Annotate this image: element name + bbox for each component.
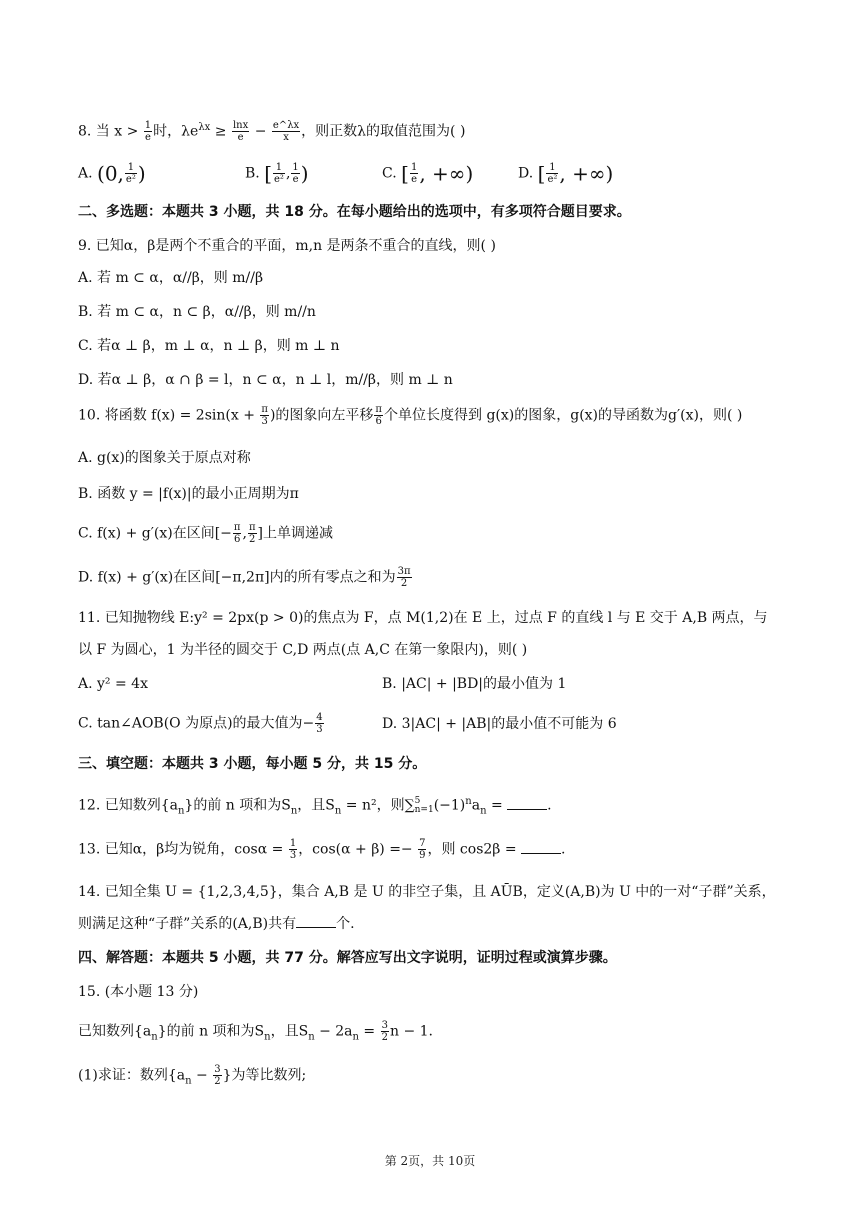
q13-text-a: 13. 已知α，β均为锐角，cosα =	[78, 841, 284, 858]
q8-frac-1	[144, 120, 152, 143]
q13-end: .	[561, 841, 566, 858]
frac-num: π	[375, 404, 382, 415]
q13-text-b: ，cos(α + β) =−	[298, 841, 413, 858]
q15-p1-frac	[213, 1064, 221, 1087]
frac-den: e	[411, 174, 418, 185]
question-11-stem-line-2: 以 F 为圆心，1 为半径的圆交于 C,D 两点(点 A,C 在第一象限内)，则( )	[78, 642, 528, 658]
frac-num: 1	[289, 838, 297, 849]
q15-part-1	[78, 1064, 306, 1091]
q8-text-a: 8. 当 x >	[78, 123, 139, 140]
option-frac-2	[291, 162, 299, 185]
q15-frac	[381, 1020, 389, 1043]
q10-c-frac-1	[233, 522, 242, 545]
bracket: [	[401, 161, 409, 186]
q10-c-text-a: C. f(x) + g′(x)在区间[−	[78, 525, 232, 542]
comma: ,	[285, 165, 291, 182]
frac-den: e	[145, 132, 151, 144]
frac-num: 1	[273, 162, 285, 174]
question-9-stem: 9. 已知α，β是两个不重合的平面，m,n 是两条不重合的直线，则( )	[78, 238, 496, 254]
q9-option-a: A. 若 m ⊂ α，α//β，则 m//β	[78, 270, 264, 286]
option-label: A.	[78, 165, 93, 182]
frac-num: 3π	[397, 566, 411, 577]
option-frac	[410, 162, 418, 185]
sub: n	[334, 805, 342, 817]
sup: n	[465, 796, 472, 807]
q10-text-b: )的图象向左平移	[269, 407, 374, 424]
sub: n	[151, 1031, 158, 1043]
frac-num: 1	[546, 162, 558, 174]
q10-frac-1	[260, 404, 269, 427]
option-label: C.	[382, 165, 397, 182]
frac-num: 1	[292, 162, 299, 173]
q9-option-d: D. 若α ⊥ β，α ∩ β = l，n ⊂ α，n ⊥ l，m//β，则 m ⊥ n	[78, 372, 453, 388]
sub: n	[264, 1031, 271, 1043]
frac-den: 9	[419, 850, 426, 861]
frac-den: e²	[547, 174, 558, 185]
frac-num: e^λx	[272, 120, 300, 132]
frac-den: 6	[234, 534, 241, 545]
q10-option-b: B. 函数 y = |f(x)|的最小正周期为π	[78, 486, 299, 502]
q15-text: n − 1.	[390, 1023, 434, 1040]
frac-den: 6	[375, 416, 382, 427]
q10-option-d	[78, 566, 413, 589]
q12-text: a	[471, 797, 481, 814]
option-label: D.	[518, 165, 534, 182]
q13-frac-2	[418, 838, 426, 861]
frac-num: 3	[214, 1064, 221, 1075]
q11-c-text: C. tan∠AOB(O 为原点)的最大值为−	[78, 715, 315, 732]
q8-option-c	[382, 162, 473, 185]
q11-option-d: D. 3|AC| + |AB|的最小值不可能为 6	[382, 716, 617, 732]
answer-blank	[296, 915, 336, 928]
frac-num: 1	[410, 162, 418, 173]
q14-text-b: 个.	[336, 916, 355, 932]
sub: n	[480, 805, 487, 817]
question-10-stem	[78, 404, 742, 427]
q15-text: ，且S	[270, 1023, 309, 1040]
section-4-heading: 四、解答题：本题共 5 小题，共 77 分。解答应写出文字说明，证明过程或演算步骤。	[78, 950, 617, 966]
frac-den: e²	[274, 174, 284, 185]
bracket: (0,	[97, 161, 124, 186]
frac-num: π	[248, 522, 256, 533]
frac-den: 2	[400, 578, 408, 589]
question-11-stem-line-1: 11. 已知抛物线 E:y² = 2px(p > 0)的焦点为 F，点 M(1,2)在 E 上，过点 F 的直线 l 与 E 交于 A,B 两点，与	[78, 610, 768, 626]
frac-num: π	[233, 522, 241, 533]
frac-den: x	[283, 132, 289, 144]
q8-frac-2	[232, 120, 249, 143]
frac-num: 7	[419, 838, 426, 849]
question-15-header: 15. (本小题 13 分)	[78, 984, 199, 1000]
q10-option-a: A. g(x)的图象关于原点对称	[78, 450, 251, 466]
frac-den: 2	[249, 534, 256, 545]
answer-blank	[507, 797, 547, 810]
q12-text: (−1)	[433, 797, 466, 814]
q12-end: .	[547, 797, 552, 814]
answer-blank	[521, 841, 561, 854]
q13-frac-1	[289, 838, 297, 861]
question-8-stem	[78, 118, 465, 143]
sub: n	[308, 1031, 315, 1043]
question-15-stem	[78, 1020, 433, 1047]
q8-option-a	[78, 162, 146, 185]
bracket: [	[537, 161, 546, 186]
q12-text: 12. 已知数列{a	[78, 797, 178, 814]
bracket: )	[300, 161, 309, 186]
q8-option-b	[245, 162, 309, 185]
option-frac	[125, 162, 137, 185]
sub: n	[177, 805, 185, 817]
bracket: , +∞)	[559, 161, 614, 186]
frac-den: e²	[125, 174, 136, 185]
question-12	[78, 792, 552, 821]
page-footer: 第 2页，共 10页	[384, 1154, 476, 1168]
q15-text: }的前 n 项和为S	[157, 1023, 265, 1040]
sub: n	[185, 1075, 192, 1087]
q8-text-c: ≥	[214, 123, 227, 140]
frac-den: 3	[316, 724, 323, 735]
sub: n	[352, 1031, 359, 1043]
q11-option-c	[78, 712, 325, 735]
q10-text-c: 个单位长度得到 g(x)的图象，g(x)的导函数为g′(x)，则( )	[384, 407, 743, 424]
q10-c-frac-2	[248, 522, 257, 545]
comma: ,	[242, 525, 247, 542]
frac-num: 3	[381, 1020, 388, 1031]
frac-den: 2	[214, 1076, 221, 1087]
frac-num: lnx	[232, 120, 249, 132]
q9-option-c: C. 若α ⊥ β，m ⊥ α，n ⊥ β，则 m ⊥ n	[78, 338, 340, 354]
frac-den: 3	[261, 416, 268, 427]
q10-text-a: 10. 将函数 f(x) = 2sin(x +	[78, 407, 255, 424]
frac-num: 1	[125, 162, 137, 174]
option-frac	[546, 162, 558, 185]
q11-option-b: B. |AC| + |BD|的最小值为 1	[382, 676, 567, 692]
sum-lower: n=1	[414, 804, 434, 815]
q13-text-c: ，则 cos2β =	[427, 841, 522, 858]
option-frac	[273, 162, 285, 185]
frac-den: 2	[381, 1032, 388, 1043]
q11-option-a: A. y² = 4x	[78, 676, 148, 692]
q15-text: − 2a	[314, 1023, 353, 1040]
q12-text: =	[486, 797, 508, 814]
q12-text: = n²，则∑	[341, 797, 415, 814]
section-2-heading: 二、多选题：本题共 3 小题，共 18 分。在每小题给出的选项中，有多项符合题目要求。	[78, 204, 631, 220]
q15-text: =	[358, 1023, 376, 1040]
question-14-line-2	[78, 914, 355, 934]
frac-num: 4	[316, 712, 323, 723]
question-13	[78, 838, 565, 861]
q10-d-text: D. f(x) + g′(x)在区间[−π,2π]内的所有零点之和为	[78, 569, 396, 586]
q10-d-frac	[397, 566, 412, 589]
frac-den: e	[292, 174, 299, 185]
frac-num: π	[261, 404, 268, 415]
q10-option-c	[78, 522, 333, 545]
bracket: )	[137, 161, 146, 186]
bracket: , +∞)	[419, 161, 474, 186]
sum-limits	[415, 797, 434, 815]
q10-frac-2	[374, 404, 383, 427]
q8-text-d: −	[254, 123, 267, 140]
option-label: B.	[245, 165, 260, 182]
q15-p1-text: }为等比数列;	[222, 1067, 307, 1084]
bracket: [	[264, 161, 273, 186]
sum-upper: 5	[414, 795, 421, 806]
question-14-line-1: 14. 已知全集 U = {1,2,3,4,5}，集合 A,B 是 U 的非空子集，且 AŪB，定义(A,B)为 U 中的一对“子群”关系，	[78, 884, 776, 900]
q15-p1-text: −	[191, 1067, 208, 1084]
q8-sup: λx	[198, 122, 211, 133]
frac-num: 1	[144, 120, 152, 132]
q8-frac-3	[272, 120, 300, 143]
frac-den: 3	[289, 850, 297, 861]
sub: n	[290, 805, 298, 817]
q9-option-b: B. 若 m ⊂ α，n ⊂ β，α//β，则 m//n	[78, 304, 316, 320]
section-3-heading: 三、填空题：本题共 3 小题，每小题 5 分，共 15 分。	[78, 756, 427, 772]
q14-text-a: 则满足这种“子群”关系的(A,B)共有	[78, 916, 297, 932]
q12-text: }的前 n 项和为S	[184, 797, 291, 814]
q15-text: 已知数列{a	[78, 1023, 152, 1040]
q10-c-text-b: ]上单调递减	[257, 525, 333, 542]
frac-den: e	[237, 132, 244, 144]
q11-c-frac	[315, 712, 323, 735]
q8-text-e: ，则正数λ的取值范围为( )	[301, 123, 466, 140]
q12-text: ，且S	[297, 797, 335, 814]
q8-text-b: 时，λe	[153, 123, 199, 140]
q8-option-d	[518, 162, 613, 185]
q15-p1-text: (1)求证：数列{a	[78, 1067, 186, 1084]
